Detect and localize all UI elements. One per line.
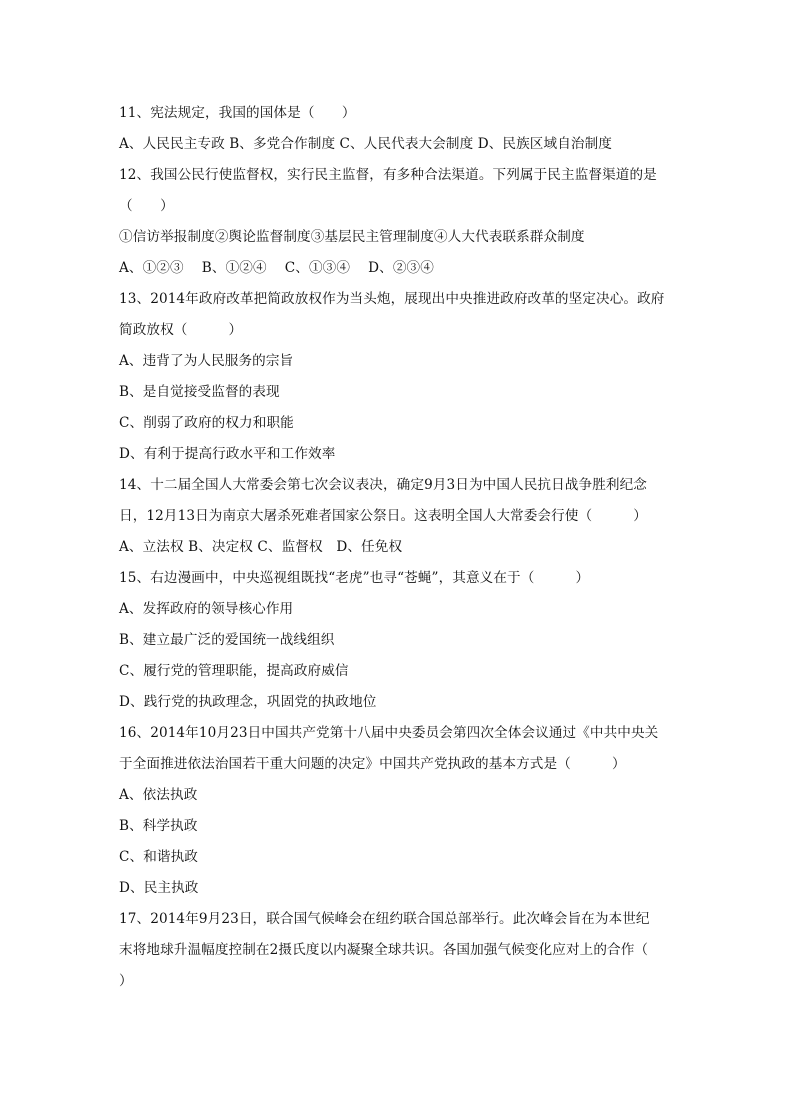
question-12-options: A、①②③ B、①②④ C、①③④ D、②③④ xyxy=(119,260,434,276)
question-13-option-b: B、是自觉接受监督的表现 xyxy=(119,384,280,400)
question-12-stem-cont: （ ） xyxy=(119,198,174,214)
question-16-option-d: D、民主执政 xyxy=(119,880,199,896)
question-12-statements: ①信访举报制度②舆论监督制度③基层民主管理制度④人大代表联系群众制度 xyxy=(119,229,585,245)
question-15-option-a: A、发挥政府的领导核心作用 xyxy=(119,601,294,617)
question-13-option-d: D、有利于提高行政水平和工作效率 xyxy=(119,446,336,462)
question-17-stem-end: ） xyxy=(119,973,133,989)
question-11-stem: 11、宪法规定，我国的国体是（ ） xyxy=(119,105,356,121)
question-17-stem: 17、2014年9月23日，联合国气候峰会在纽约联合国总部举行。此次峰会旨在为本世纪 xyxy=(119,911,650,927)
question-14-stem: 14、十二届全国人大常委会第七次会议表决，确定9月3日为中国人民抗日战争胜利纪念 xyxy=(119,477,647,493)
question-13-option-c: C、削弱了政府的权力和职能 xyxy=(119,415,294,431)
question-13-stem-cont: 简政放权（ ） xyxy=(119,322,243,338)
question-15-option-c: C、履行党的管理职能，提高政府威信 xyxy=(119,663,349,679)
question-14-options: A、立法权 B、决定权 C、监督权 D、任免权 xyxy=(119,539,403,555)
question-16-stem: 16、2014年10月23日中国共产党第十八届中央委员会第四次全体会议通过《中共中央关 xyxy=(119,725,659,741)
question-17-stem-cont: 末将地球升温幅度控制在2摄氏度以内凝聚全球共识。各国加强气候变化应对上的合作（ xyxy=(119,942,649,958)
question-16-option-c: C、和谐执政 xyxy=(119,849,198,865)
question-13-option-a: A、违背了为人民服务的宗旨 xyxy=(119,353,294,369)
question-16-option-a: A、依法执政 xyxy=(119,787,198,803)
question-15-option-b: B、建立最广泛的爱国统一战线组织 xyxy=(119,632,335,648)
question-16-option-b: B、科学执政 xyxy=(119,818,198,834)
question-15-option-d: D、践行党的执政理念，巩固党的执政地位 xyxy=(119,694,377,710)
question-12-stem: 12、我国公民行使监督权，实行民主监督，有多种合法渠道。下列属于民主监督渠道的是 xyxy=(119,167,657,183)
question-15-stem: 15、右边漫画中，中央巡视组既找“老虎”也寻“苍蝇”，其意义在于（ ） xyxy=(119,570,590,586)
question-14-stem-cont: 日，12月13日为南京大屠杀死难者国家公祭日。这表明全国人大常委会行使（ ） xyxy=(119,508,647,524)
question-16-stem-cont: 于全面推进依法治国若干重大问题的决定》中国共产党执政的基本方式是（ ） xyxy=(119,756,626,772)
question-11-options: A、人民民主专政 B、多党合作制度 C、人民代表大会制度 D、民族区域自治制度 xyxy=(119,136,612,152)
question-13-stem: 13、2014年政府改革把简政放权作为当头炮，展现出中央推进政府改革的坚定决心。政府 xyxy=(119,291,665,307)
